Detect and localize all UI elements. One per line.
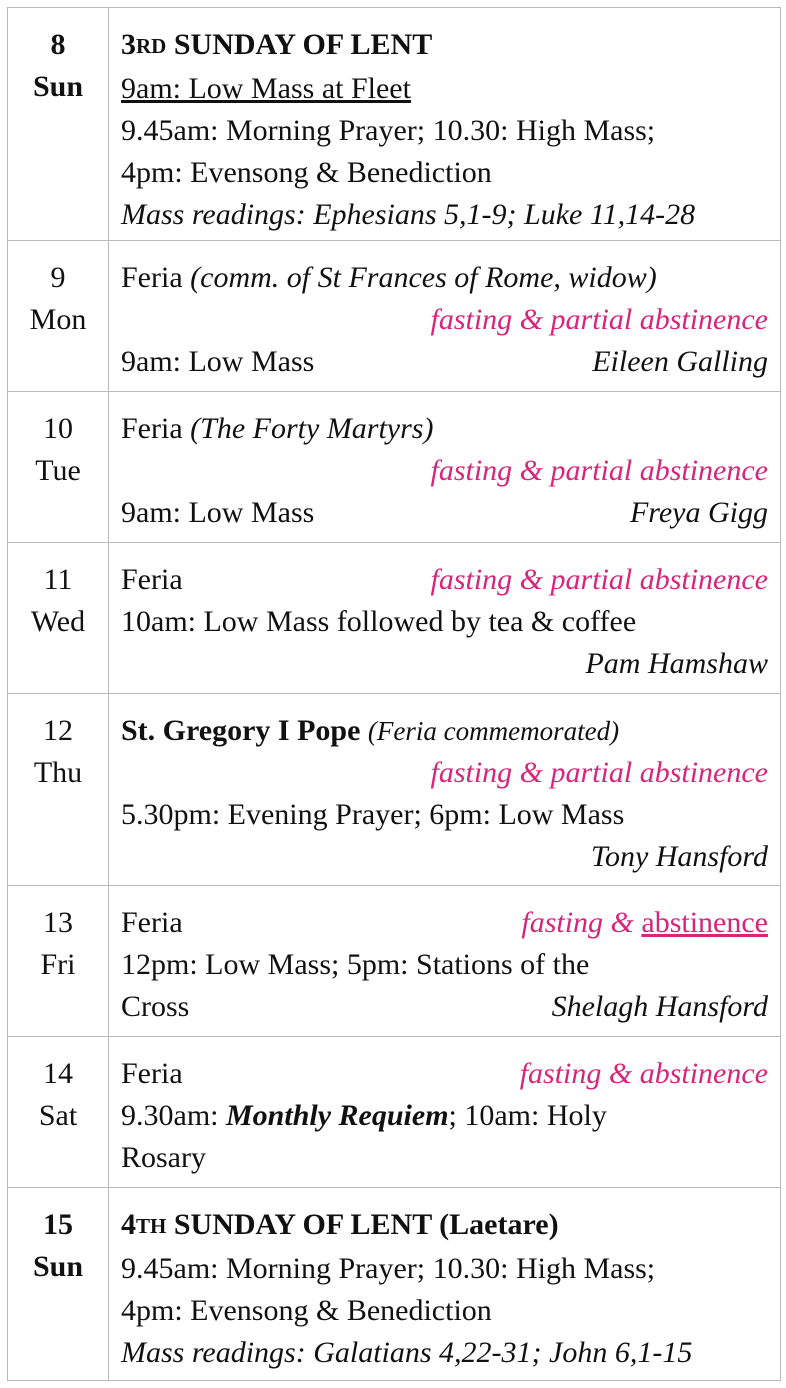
day-number: 8 — [50, 28, 66, 61]
day-name: Sat — [38, 1099, 78, 1132]
commemoration-note: (comm. of St Frances of Rome, widow) — [190, 261, 657, 294]
date-cell — [8, 1037, 109, 1188]
day-name: Thu — [33, 756, 83, 789]
service-line: 10am: Low Mass followed by tea & coffee — [121, 605, 637, 638]
intention-person: Freya Gigg — [629, 496, 768, 529]
fasting-note: fasting & partial abstinence — [430, 563, 768, 596]
date-cell — [8, 241, 109, 392]
feast-title: Feria — [121, 261, 183, 294]
date-cell — [8, 886, 109, 1037]
intention-person: Tony Hansford — [591, 840, 768, 873]
calendar-row — [8, 543, 781, 694]
day-name: Tue — [35, 454, 81, 487]
calendar-row — [8, 1188, 781, 1381]
date-cell — [8, 8, 109, 241]
calendar-row — [8, 241, 781, 392]
fasting-text: fasting & — [521, 906, 642, 939]
day-number: 14 — [43, 1057, 73, 1090]
day-number: 13 — [43, 906, 73, 939]
entry-cell — [109, 886, 781, 1037]
calendar-row — [8, 886, 781, 1037]
mass-readings: Mass readings: Ephesians 5,1-9; Luke 11,14-28 — [121, 198, 696, 231]
monthly-requiem: Monthly Requiem — [226, 1099, 449, 1132]
commemoration-note: (The Forty Martyrs) — [190, 412, 434, 445]
intention-person: Eileen Galling — [592, 345, 768, 378]
date-cell — [8, 392, 109, 543]
date-cell — [8, 694, 109, 886]
calendar-row — [8, 1037, 781, 1188]
service-line: 4pm: Evensong & Benediction — [121, 1294, 492, 1327]
fasting-note: fasting & partial abstinence — [430, 454, 768, 487]
intention-person: Shelagh Hansford — [551, 990, 768, 1023]
entry-cell — [109, 392, 781, 543]
day-name: Sun — [32, 1250, 84, 1283]
service-line: 4pm: Evensong & Benediction — [121, 156, 492, 189]
feast-ordinal: 4 — [121, 1208, 136, 1241]
ordinal-suffix: TH — [136, 1214, 167, 1238]
service-line: 9.45am: Morning Prayer; 10.30: High Mass; — [121, 1252, 656, 1285]
calendar-row — [8, 694, 781, 886]
feast-title-text: SUNDAY OF LENT — [166, 28, 433, 61]
calendar-table — [7, 7, 781, 1381]
service-rest: ; 10am: Holy — [448, 1099, 607, 1132]
feast-title — [121, 1204, 768, 1248]
service-line: Cross — [121, 990, 190, 1023]
commemoration-note: (Feria commemorated) — [367, 716, 620, 746]
service-line: 9am: Low Mass — [121, 345, 315, 378]
feast-title: Feria — [121, 563, 183, 596]
feast-ordinal: 3 — [121, 28, 136, 61]
date-cell — [8, 543, 109, 694]
mass-readings: Mass readings: Galatians 4,22-31; John 6,1-15 — [121, 1336, 693, 1369]
day-number: 15 — [43, 1208, 73, 1241]
calendar-row — [8, 392, 781, 543]
fasting-note — [521, 902, 768, 944]
intention-person: Pam Hamshaw — [585, 647, 768, 680]
entry-cell — [109, 241, 781, 392]
entry-cell — [109, 1037, 781, 1188]
fasting-note: fasting & partial abstinence — [430, 756, 768, 789]
service-line: 9am: Low Mass — [121, 496, 315, 529]
feast-title — [121, 24, 768, 68]
service-line: 5.30pm: Evening Prayer; 6pm: Low Mass — [121, 798, 625, 831]
day-number: 10 — [43, 412, 73, 445]
entry-cell — [109, 694, 781, 886]
day-name: Wed — [30, 605, 86, 638]
fasting-note: fasting & partial abstinence — [430, 303, 768, 336]
ordinal-suffix: RD — [136, 34, 167, 58]
entry-cell — [109, 1188, 781, 1381]
feast-title-text: SUNDAY OF LENT (Laetare) — [166, 1208, 559, 1241]
date-cell — [8, 1188, 109, 1381]
service-line — [121, 1095, 768, 1137]
service-line: Rosary — [121, 1141, 206, 1174]
day-name: Sun — [32, 70, 84, 103]
day-number: 12 — [43, 714, 73, 747]
feast-title: Feria — [121, 906, 183, 939]
service-line: 9am: Low Mass at Fleet — [121, 72, 411, 105]
feast-title: St. Gregory I Pope — [121, 714, 361, 747]
service-line: 12pm: Low Mass; 5pm: Stations of the — [121, 948, 590, 981]
abstinence-text: abstinence — [641, 906, 768, 939]
entry-cell — [109, 543, 781, 694]
feast-title: Feria — [121, 412, 183, 445]
service-time: 9.30am: — [121, 1099, 226, 1132]
day-number: 9 — [50, 261, 66, 294]
day-name: Mon — [29, 303, 87, 336]
service-line: 9.45am: Morning Prayer; 10.30: High Mass; — [121, 114, 656, 147]
fasting-note: fasting & abstinence — [519, 1057, 768, 1090]
feast-title: Feria — [121, 1057, 183, 1090]
calendar-row — [8, 8, 781, 241]
entry-cell — [109, 8, 781, 241]
day-name: Fri — [40, 948, 76, 981]
day-number: 11 — [43, 563, 73, 596]
